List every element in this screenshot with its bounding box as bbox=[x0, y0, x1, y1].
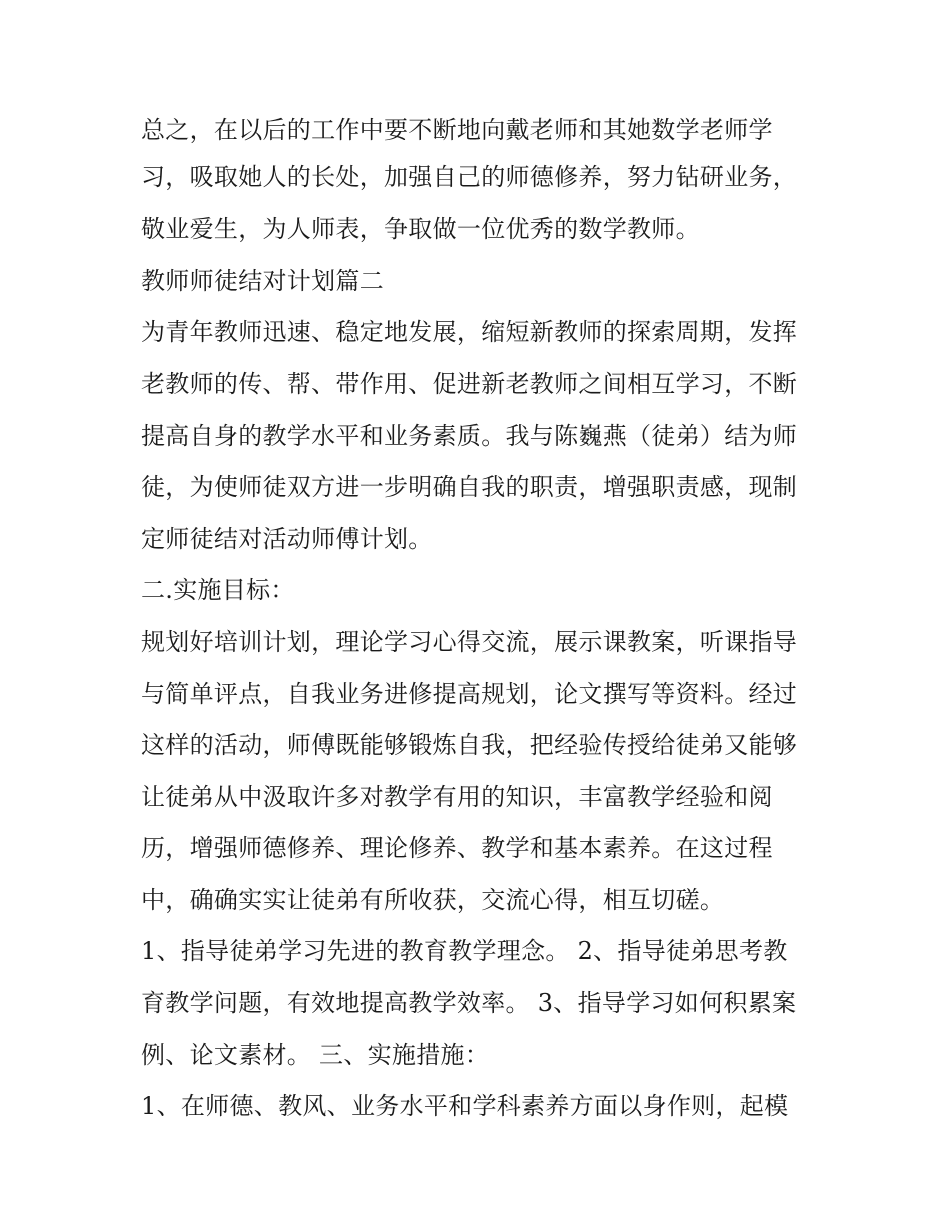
text-line: 1、在师德、教风、业务水平和学科素养方面以身作则，起模 bbox=[141, 1092, 789, 1120]
text-line: 习，吸取她人的长处，加强自己的师德修养，努力钻研业务， bbox=[141, 163, 798, 191]
text-line: 历，增强师德修养、理论修养、教学和基本素养。在这过程 bbox=[141, 834, 773, 862]
text-line: 让徒弟从中汲取许多对教学有用的知识，丰富教学经验和阅 bbox=[141, 783, 773, 811]
text-line: 这样的活动，师傅既能够锻炼自我，把经验传授给徒弟又能够 bbox=[141, 731, 798, 759]
text-line: 中，确确实实让徒弟有所收获，交流心得，相互切磋。 bbox=[141, 886, 725, 914]
text-line: 规划好培训计划，理论学习心得交流，展示课教案，听课指导 bbox=[141, 628, 798, 656]
text-line: 1、指导徒弟学习先进的教育教学理念。 2、指导徒弟思考教 bbox=[141, 937, 788, 965]
text-line: 定师徒结对活动师傅计划。 bbox=[141, 525, 433, 553]
text-line: 与简单评点，自我业务进修提高规划，论文撰写等资料。经过 bbox=[141, 680, 798, 708]
text-line: 总之，在以后的工作中要不断地向戴老师和其她数学老师学 bbox=[141, 116, 773, 144]
text-line: 例、论文素材。 三、实施措施： bbox=[141, 1041, 490, 1069]
text-line: 提高自身的教学水平和业务素质。我与陈巍燕（徒弟）结为师 bbox=[141, 422, 798, 450]
text-line: 育教学问题，有效地提高教学效率。 3、指导学习如何积累案 bbox=[141, 989, 797, 1017]
text-line: 敬业爱生，为人师表，争取做一位优秀的数学教师。 bbox=[141, 215, 700, 243]
text-line: 徒，为使师徒双方进一步明确自我的职责，增强职责感，现制 bbox=[141, 473, 798, 501]
text-line: 为青年教师迅速、稳定地发展，缩短新教师的探索周期，发挥 bbox=[141, 318, 798, 346]
section-heading: 教师师徒结对计划篇二 bbox=[141, 267, 384, 295]
text-line: 老教师的传、帮、带作用、促进新老教师之间相互学习，不断 bbox=[141, 370, 798, 398]
section-heading: 二.实施目标： bbox=[141, 576, 295, 604]
